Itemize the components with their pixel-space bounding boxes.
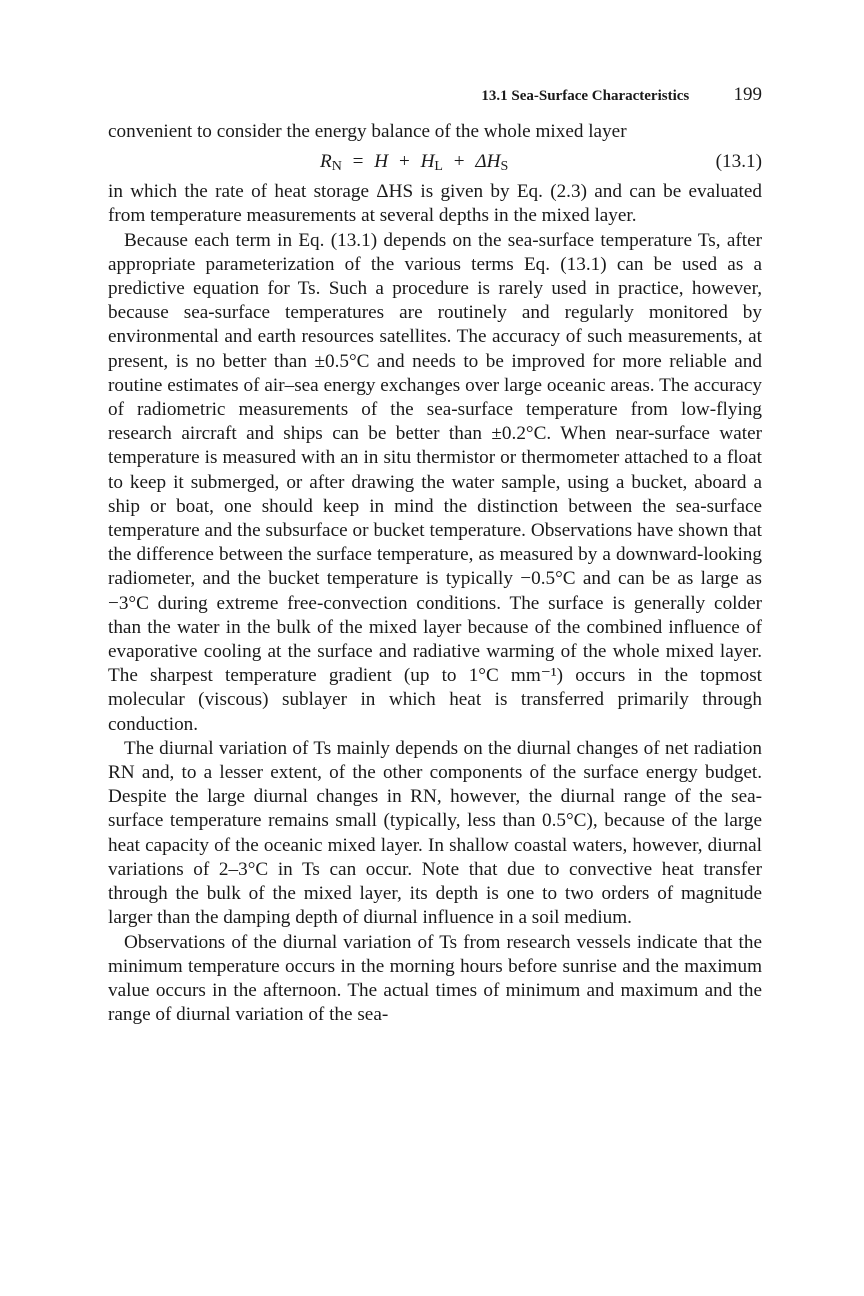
body-text (108, 120, 762, 1027)
equation-number: (13.1) (715, 151, 762, 173)
equation-13-1 (108, 144, 762, 180)
paragraph-0: convenient to consider the energy balance of the whole mixed layer (108, 121, 627, 142)
equation-expression: $R_N = H + H_L + \Delta H_S$ (320, 151, 509, 175)
paragraph-3: The diurnal variation of Ts mainly depends on the diurnal changes of net radiation RN and, to a lesser extent, of the other components of the surface energy budget. Despite the large diurnal changes in RN, however, the diurnal range of the sea-surface temperature remains small (typically, less than 0.5°C), because of the large heat capacity of the oceanic mixed layer. In shallow coastal waters, however, diurnal variations of 2–3°C in Ts can occur. Note that due to convective heat transfer through the bulk of the mixed layer, its depth is one to two orders of magnitude larger than the damping depth of diurnal influence in a soil medium. (108, 737, 762, 929)
paragraph-2: Because each term in Eq. (13.1) depends on the sea-surface temperature Ts, after appropriate parameterization of the various terms Eq. (13.1) can be used as a predictive equation for Ts. Such a procedure is rarely used in practice, however, because sea-surface temperatures are routinely and regularly monitored by environmental and earth resources satellites. The accuracy of such measurements, at present, is no better than ±0.5°C and needs to be improved for more reliable and routine estimates of air–sea energy exchanges over large oceanic areas. The accuracy of radiometric measurements of the sea-surface temperature from low-flying research aircraft and ships can be better than ±0.2°C. When near-surface water temperature is measured with an in situ thermistor or thermometer attached to a float to keep it submerged, or after drawing the water sample, using a bucket, aboard a ship or boat, one should keep in mind the distinction between the sea-surface temperature and the subsurface or bucket temperature. Observations have shown that the difference between the surface temperature, as measured by a downward-looking radiometer, and the bucket temperature is typically −0.5°C and can be as large as −3°C during extreme free-convection conditions. The surface is generally colder than the water in the bulk of the mixed layer because of the combined influence of evaporative cooling at the surface and radiative warming of the whole mixed layer. The sharpest temperature gradient (up to 1°C mm⁻¹) occurs in the topmost molecular (viscous) sublayer in which heat is transferred primarily through conduction. (108, 229, 762, 735)
page-number: 199 (733, 84, 762, 105)
running-head (108, 84, 762, 106)
paragraph-1: in which the rate of heat storage ΔHS is given by Eq. (2.3) and can be evaluated from temperature measurements at several depths in the mixed layer. (108, 181, 762, 227)
section-title: 13.1 Sea-Surface Characteristics (481, 88, 690, 104)
paragraph-4: Observations of the diurnal variation of Ts from research vessels indicate that the minimum temperature occurs in the morning hours before sunrise and the maximum value occurs in the afternoon. The actual times of minimum and maximum and the range of diurnal variation of the sea- (108, 931, 762, 1026)
